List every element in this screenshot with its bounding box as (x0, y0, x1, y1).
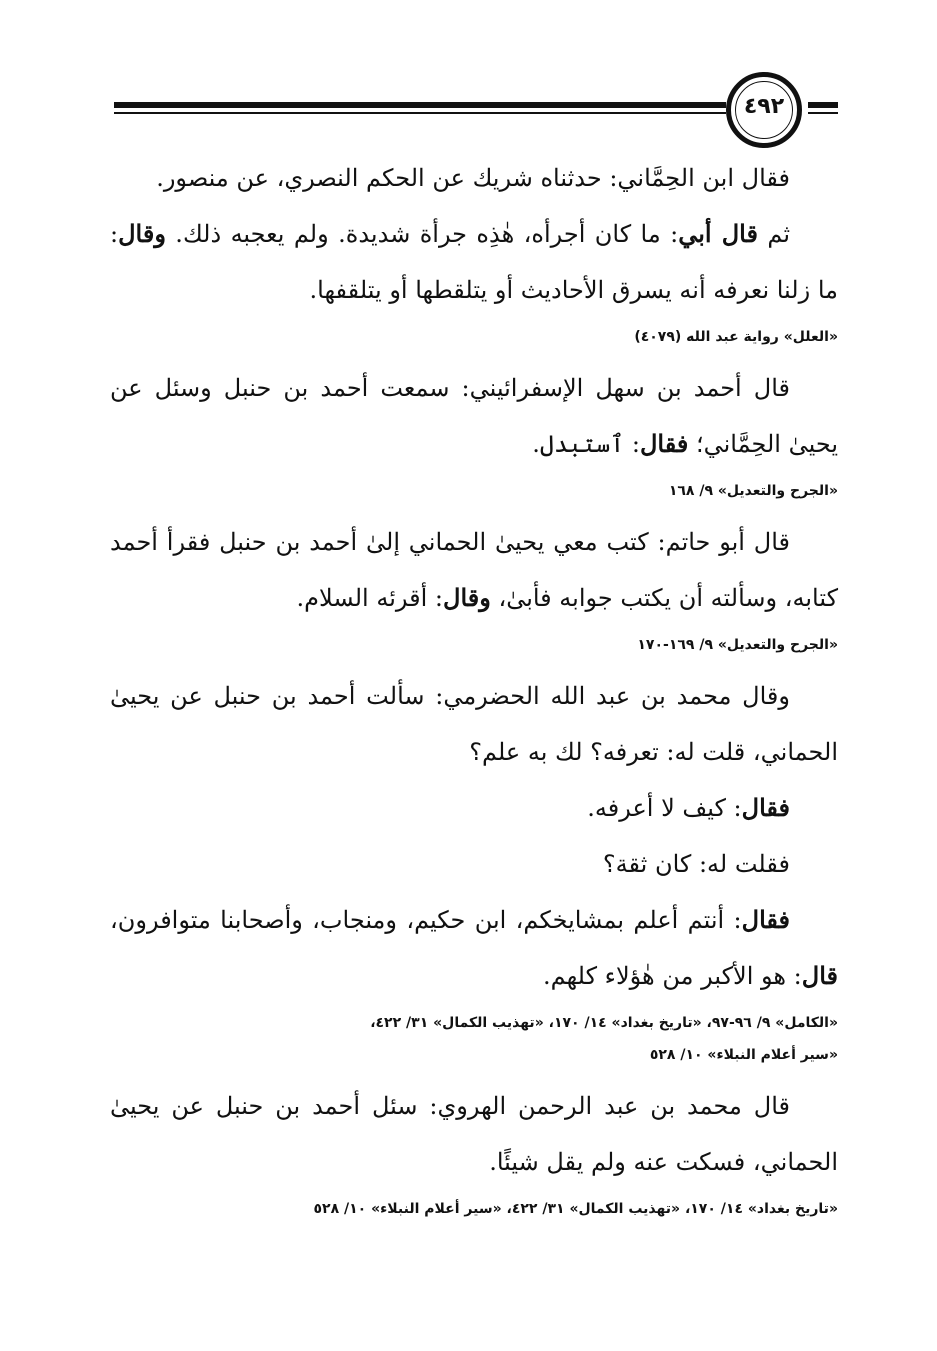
entry-2-paragraph-1: قال أحمد بن سهل الإسفرائيني: سمعت أحمد بن حنبل وسئل عن يحيىٰ الحِمَّاني؛ فقال: ٱستبدل. (110, 374, 838, 458)
page-body (110, 150, 838, 1232)
entry-1-paragraph-1: فقال ابن الحِمَّاني: حدثناه شريك عن الحكم النصري، عن منصور. (156, 164, 790, 192)
header-rule-right-thick (808, 102, 838, 108)
entry-3-source: «الجرح والتعديل» ٩/ ١٦٩-١٧٠ (637, 637, 838, 653)
entry-4-source-2: «سير أعلام النبلاء» ١٠/ ٥٢٨ (649, 1047, 838, 1063)
entry-5-paragraph-1: قال محمد بن عبد الرحمن الهروي: سئل أحمد بن حنبل عن يحيىٰ الحماني، فسكت عنه ولم يقل شيئًا. (110, 1092, 838, 1176)
page-header (0, 0, 937, 150)
page-number: ٤٩٢ (743, 94, 785, 119)
entry-1-source: «العلل» رواية عبد الله (٤٠٧٩) (634, 329, 838, 345)
entry-4-paragraph-3: فقلت له: كان ثقة؟ (602, 850, 790, 878)
header-rule-thin (114, 112, 726, 114)
page-number-badge (726, 72, 802, 148)
entry-4-paragraph-4: فقال: أنتم أعلم بمشايخكم، ابن حكيم، ومنجاب، وأصحابنا متوافرون، قال: هو الأكبر من هٰؤلاء كلهم. (110, 905, 838, 990)
entry-1-paragraph-2: ثم قال أبي: ما كان أجرأه، هٰذِه جرأة شديدة. ولم يعجبه ذلك. وقال: ما زلنا نعرفه أنه يسرق الأحاديث أو يتلقطها أو يتلقفها. (110, 219, 838, 304)
entry-4-paragraph-1: وقال محمد بن عبد الله الحضرمي: سألت أحمد بن حنبل عن يحيىٰ الحماني، قلت له: تعرفه؟ لك به علم؟ (110, 682, 838, 766)
entry-3-paragraph-1: قال أبو حاتم: كتب معي يحيىٰ الحماني إلىٰ أحمد بن حنبل فقرأ أحمد كتابه، وسألته أن يكتب جوابه فأبىٰ، وقال: أقرئه السلام. (110, 528, 838, 612)
header-rule-thick (114, 102, 726, 108)
entry-5-source: «تاريخ بغداد» ١٤/ ١٧٠، «تهذيب الكمال» ٣١/ ٤٢٢، «سير أعلام النبلاء» ١٠/ ٥٢٨ (313, 1201, 838, 1217)
entry-4-source-1: «الكامل» ٩/ ٩٦-٩٧، «تاريخ بغداد» ١٤/ ١٧٠، «تهذيب الكمال» ٣١/ ٤٢٢، (370, 1015, 838, 1031)
entry-4-paragraph-2: فقال: كيف لا أعرفه. (587, 793, 790, 822)
entry-2-source: «الجرح والتعديل» ٩/ ١٦٨ (668, 483, 838, 499)
header-rule-right-thin (808, 112, 838, 114)
